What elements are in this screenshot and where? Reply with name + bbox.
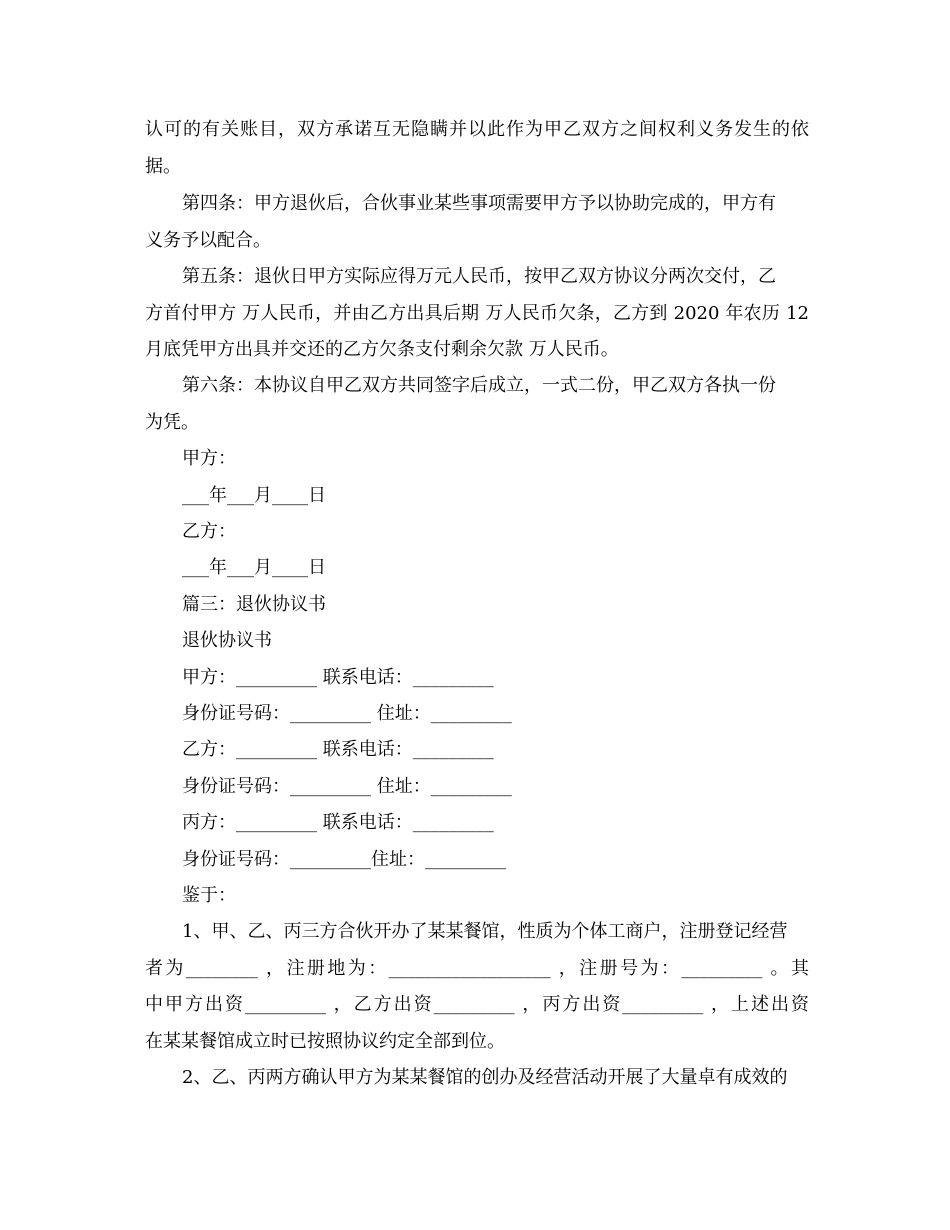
- party-c-info-line: 丙方：_________ 联系电话：_________: [182, 812, 494, 833]
- body-line: 据。: [145, 156, 181, 177]
- body-line: 为凭。: [145, 412, 199, 433]
- document-title: 退伙协议书: [182, 630, 272, 651]
- party-a-signature-label: 甲方：: [182, 448, 236, 469]
- party-a-info-line: 甲方：_________ 联系电话：_________: [182, 667, 494, 688]
- party-b-date-line: ___年___月____日: [182, 557, 326, 578]
- body-line: 认可的有关账目，双方承诺互无隐瞒并以此作为甲乙双方之间权利义务发生的依: [145, 119, 809, 140]
- party-a-date-line: ___年___月____日: [182, 485, 326, 506]
- party-c-id-line: 身份证号码：_________住址：_________: [182, 849, 506, 870]
- party-b-signature-label: 乙方：: [182, 521, 236, 542]
- article-6-line: 第六条：本协议自甲乙双方共同签字后成立，一式二份，甲乙双方各执一份: [182, 375, 776, 396]
- clause-2-line: 2、乙、丙两方确认甲方为某某餐馆的创办及经营活动开展了大量卓有成效的: [182, 1067, 788, 1088]
- party-b-info-line: 乙方：_________ 联系电话：_________: [182, 739, 494, 760]
- whereas-label: 鉴于：: [182, 885, 236, 906]
- section-heading: 篇三：退伙协议书: [182, 594, 326, 615]
- party-b-id-line: 身份证号码：_________ 住址：_________: [182, 776, 512, 797]
- body-line: 在某某餐馆成立时已按照协议约定全部到位。: [145, 1031, 505, 1052]
- party-a-id-line: 身份证号码：_________ 住址：_________: [182, 703, 512, 724]
- clause-1-line: 1、甲、乙、丙三方合伙开办了某某餐馆，性质为个体工商户，注册登记经营: [182, 921, 788, 942]
- body-line: 方首付甲方 万人民币，并由乙方出具后期 万人民币欠条，乙方到 2020 年农历 12: [145, 303, 809, 324]
- article-5-line: 第五条：退伙日甲方实际应得万元人民币，按甲乙双方协议分两次交付，乙: [182, 266, 776, 287]
- article-4-line: 第四条：甲方退伙后，合伙事业某些事项需要甲方予以协助完成的，甲方有: [182, 193, 776, 214]
- body-line: 中甲方出资_________ ，乙方出资_________ ，丙方出资_________ ，上述出资: [145, 994, 809, 1015]
- body-line: 月底凭甲方出具并交还的乙方欠条支付剩余欠款 万人民币。: [145, 339, 619, 360]
- body-line: 义务予以配合。: [145, 230, 271, 251]
- body-line: 者为________ ，注册地为：__________________ ，注册号为：_________ 。其: [145, 958, 809, 979]
